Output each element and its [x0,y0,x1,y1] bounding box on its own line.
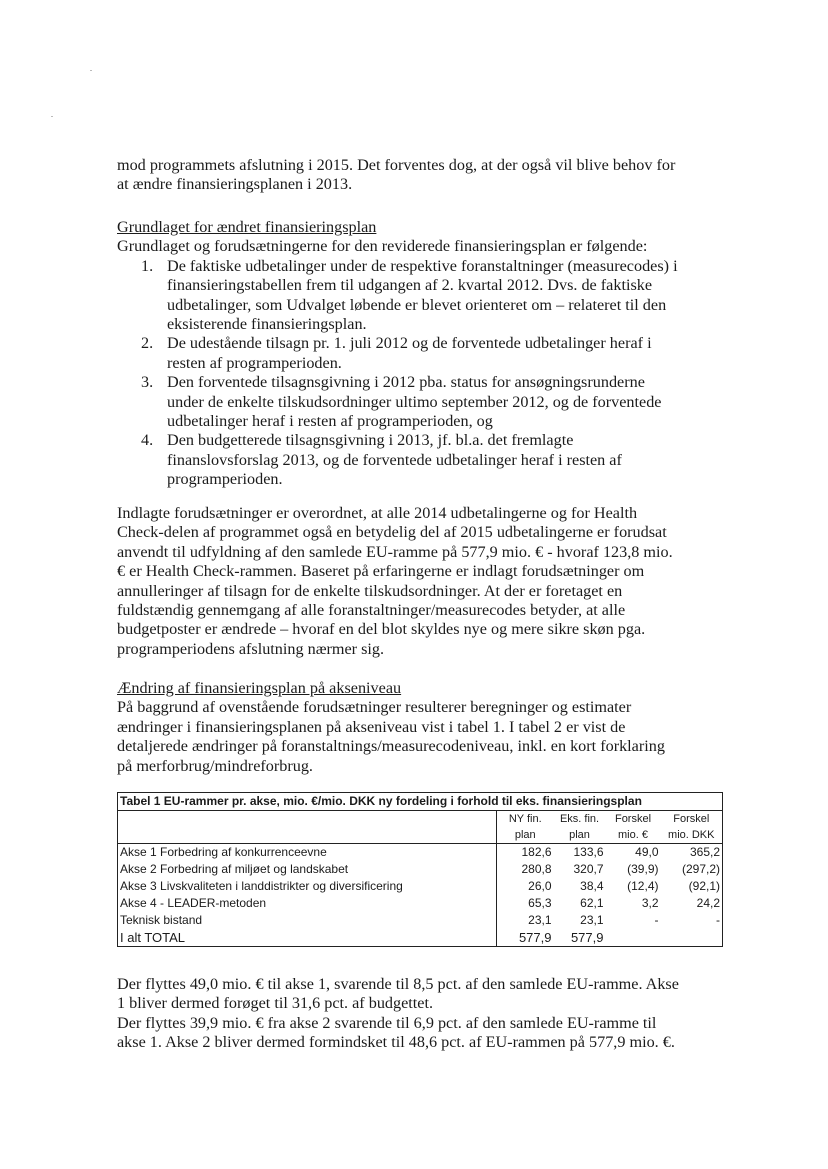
list-number: 3. [141,373,154,392]
table-header-row [118,811,723,828]
numbered-list [117,257,717,490]
cell-diff-dkk: (92,1) [688,879,721,893]
table-eu-frames [117,792,723,947]
text-line: detaljerede ændringer på foranstaltnings/measurecodeniveau, inkl. en kort forklaring [117,737,665,756]
table-caption: Tabel 1 EU-rammer pr. akse, mio. €/mio. DKK ny fordeling i forhold til eks. finansieringsplan [118,793,723,811]
text-line: Der flyttes 49,0 mio. € til akse 1, svarende til 8,5 pct. af den samlede EU-ramme. Akse [117,975,679,993]
column-header: Forskel [673,813,710,825]
text-line: finansieringstabellen frem til udgangen af 2. kvartal 2012. Dvs. de faktiske [167,276,653,295]
list-item [117,431,717,489]
column-header: Forskel [614,813,652,825]
row-label: Akse 1 Forbedring af konkurrenceevne [118,844,497,862]
cell-eks: 320,7 [573,862,604,876]
table-row [118,912,723,929]
table-row [118,878,723,895]
list-number: 1. [141,256,154,275]
list-item [117,334,717,373]
text-line: udbetalinger heraf i resten af programperioden, og [167,412,493,431]
text-line: fuldstændig gennemgang af alle foranstaltninger/measurecodes betyder, at alle [117,601,626,620]
text-line: Indlagte forudsætninger er overordnet, at alle 2014 udbetalingerne og for Health [117,504,638,522]
text-line: € er Health Check-rammen. Baseret på erfaringerne er indlagt forudsætninger om [117,562,645,581]
table-row [118,895,723,912]
cell-diff-dkk: (297,2) [682,862,721,876]
table-caption-row [118,793,723,811]
table-header-cell [118,811,497,828]
cell-diff-eur: - [654,913,659,927]
column-header: plan [554,827,606,844]
table-header-cell [118,827,497,844]
cell-diff-eur: (12,4) [627,879,659,893]
cell-eks: 133,6 [573,845,604,859]
section-heading: Grundlaget for ændret finansieringsplan [117,218,377,236]
text-line: anvendt til udfyldning af den samlede EU-ramme på 577,9 mio. € - hvoraf 123,8 mio. [117,542,673,561]
text-line: Der flyttes 39,9 mio. € fra akse 2 svarende til 6,9 pct. af den samlede EU-ramme til [117,1013,657,1032]
cell-ny: 280,8 [521,862,552,876]
text-line: På baggrund af ovenstående forudsætninger resulterer beregninger og estimater [117,698,632,717]
row-label: Akse 4 - LEADER-metoden [118,895,497,912]
table-header-row [118,827,723,844]
section-basis [117,218,717,490]
cell-eks: 23,1 [580,913,604,927]
section-heading: Ændring af finansieringsplan på akseniveau [117,679,402,697]
column-header: Eks. fin. [559,813,600,825]
text-line: finanslovsforslag 2013, og de forventede udbetalinger heraf i resten af [167,450,622,469]
column-header: mio. € [606,827,661,844]
column-header: mio. DKK [661,827,723,844]
text-line: ændringer i finansieringsplanen på akseniveau vist i tabel 1. I tabel 2 er vist de [117,717,626,736]
text-line: programperiodens afslutning nærmer sig. [117,639,385,658]
column-header: NY fin. [508,813,542,825]
assumptions-paragraph [117,504,717,659]
text-line: 1 bliver dermed forøget til 31,6 pct. af budgettet. [117,994,434,1013]
list-item [117,373,717,431]
table-row [118,861,723,878]
text-line: Check-delen af programmet også en betydelig del af 2015 udbetalingerne er forudsat [117,523,667,542]
text-line: på merforbrug/mindreforbrug. [117,756,313,775]
list-item [117,257,717,335]
cell-ny: 26,0 [528,879,552,893]
column-header: plan [497,827,554,844]
row-label: I alt TOTAL [118,929,497,947]
cell-ny: 577,9 [518,930,552,945]
text-line: Den forventede tilsagnsgivning i 2012 pba. status for ansøgningsrunderne [167,373,645,392]
table-total-row [118,929,723,947]
intro-paragraph [117,156,717,195]
text-line: akse 1. Akse 2 bliver dermed formindsket til 48,6 pct. af EU-rammen på 577,9 mio. €. [117,1033,675,1052]
cell-diff-dkk: 24,2 [696,896,721,910]
list-number: 4. [141,431,154,450]
cell-diff-dkk [661,929,723,947]
cell-ny: 182,6 [521,845,552,859]
cell-diff-eur: 3,2 [641,896,659,910]
cell-ny: 23,1 [528,913,552,927]
text-line: programperioden. [167,470,283,489]
scan-speck [90,70,92,71]
cell-diff-eur [606,929,661,947]
row-label: Akse 3 Livskvaliteten i landdistrikter og diversificering [118,878,497,895]
text-line: De udestående tilsagn pr. 1. juli 2012 og de forventede udbetalinger heraf i [167,334,652,353]
text-line: resten af programperioden. [167,353,342,372]
table-row [118,844,723,862]
section-lead: Grundlaget og forudsætningerne for den reviderede finansieringsplan er følgende: [117,237,648,256]
cell-diff-eur: (39,9) [627,862,659,876]
text-line: eksisterende finansieringsplan. [167,315,367,334]
cell-diff-dkk: 365,2 [690,845,721,859]
cell-eks: 577,9 [570,930,604,945]
text-line: De faktiske udbetalinger under de respektive foranstaltninger (measurecodes) i [167,256,678,275]
cell-ny: 65,3 [528,896,552,910]
text-line: at ændre finansieringsplanen i 2013. [117,175,353,194]
after-table-paragraph [117,975,717,1053]
list-number: 2. [141,334,154,353]
row-label: Akse 2 Forbedring af miljøet og landskabet [118,861,497,878]
cell-eks: 62,1 [580,896,604,910]
scan-speck [51,116,53,117]
section-axis-level [117,679,717,776]
text-line: mod programmets afslutning i 2015. Det forventes dog, at der også vil blive behov for [117,156,676,174]
cell-eks: 38,4 [580,879,604,893]
cell-diff-eur: 49,0 [635,845,659,859]
text-line: annulleringer af tilsagn for de enkelte tilskudsordninger. At der er foretaget en [117,581,623,600]
text-line: Den budgetterede tilsagnsgivning i 2013, jf. bl.a. det fremlagte [167,431,574,450]
text-line: under de enkelte tilskudsordninger ultimo september 2012, og de forventede [167,392,662,411]
text-line: budgetposter er ændrede – hvoraf en del blot skyldes nye og mere sikre skøn pga. [117,620,646,639]
cell-diff-dkk: - [716,913,721,927]
row-label: Teknisk bistand [118,912,497,929]
text-line: udbetalinger, som Udvalget løbende er blevet orienteret om – relateret til den [167,295,667,314]
